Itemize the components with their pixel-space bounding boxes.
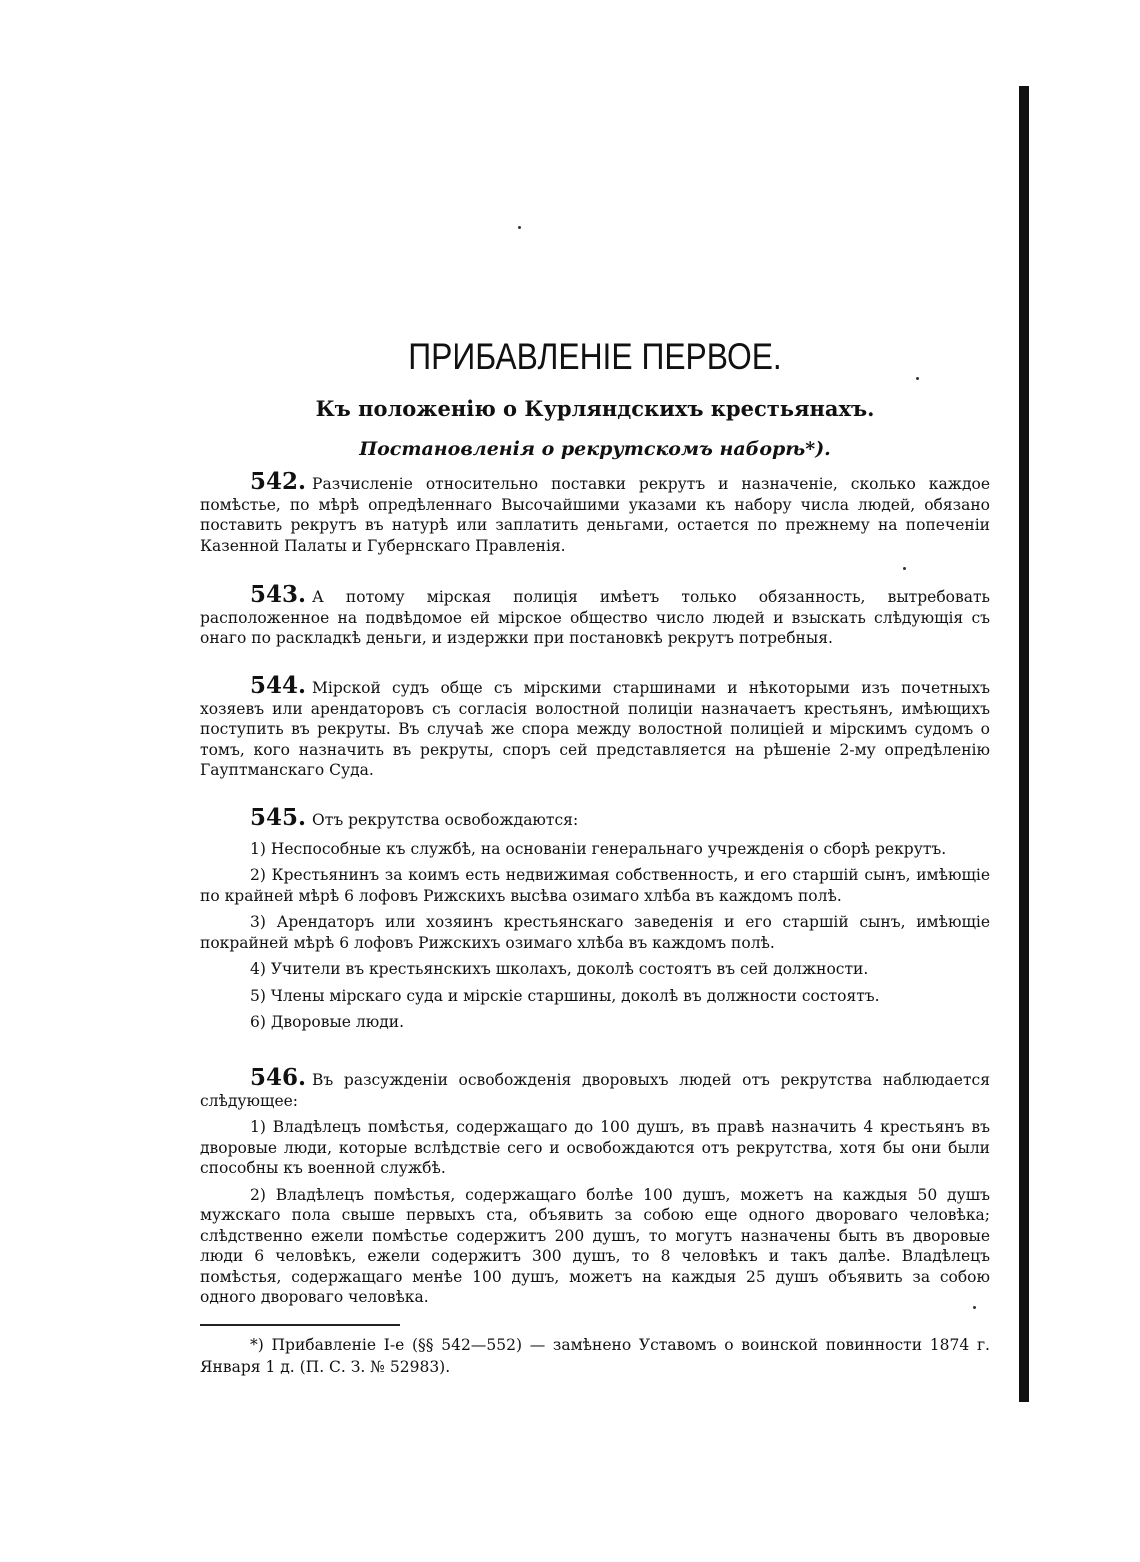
list-item: 5) Члены мірскаго суда и мірскіе старшины, доколѣ въ должности состоятъ. — [250, 986, 880, 1005]
print-speck — [518, 226, 521, 229]
article-number: 545. — [250, 804, 307, 831]
page-subtitle: Къ положенію о Курляндскихъ крестьянахъ. — [315, 396, 875, 421]
article-text: Разчисленіе относительно поставки рекрутъ и назначеніе, сколько каждое помѣстье, по мѣрѣ опредѣленнаго Высочайшими указами къ набору числа людей, обязано поставить рекрутъ въ натурѣ или заплатить деньгами, остается по прежнему на попеченіи Казенной Палаты и Губернскаго Правленія. — [200, 475, 990, 555]
article-543 — [200, 581, 990, 649]
footnote: *) Прибавленіе I-е (§§ 542—552) — замѣнено Уставомъ о воинской повинности 1874 г. Января 1 д. (П. С. З. № 52983). — [200, 1336, 990, 1376]
article-542 — [200, 468, 990, 556]
page-edge-shadow — [1019, 86, 1029, 1402]
article-text: А потому мірская полиція имѣетъ только обязанность, вытребовать расположенное на подвѣдомое ей мірское общество число людей и взыскать слѣдующія съ онаго по раскладкѣ деньги, и издержки при постановкѣ рекрутъ потребныя. — [200, 588, 990, 647]
list-item: 4) Учители въ крестьянскихъ школахъ, доколѣ состоятъ въ сей должности. — [250, 960, 869, 978]
list-item: 1) Неспособные къ службѣ, на основаніи генеральнаго учрежденія о сборѣ рекрутъ. — [250, 839, 947, 858]
article-text: Въ разсужденіи освобожденія дворовыхъ людей отъ рекрутства наблюдается слѣдующее: — [200, 1071, 990, 1110]
list-item: 2) Крестьянинъ за коимъ есть недвижимая собственность, и его старшій сынъ, имѣющіе по крайней мѣрѣ 6 лофовъ Рижскихъ высѣва озимаго хлѣба въ каждомъ полѣ. — [200, 866, 990, 905]
section-heading: Постановленія о рекрутскомъ наборѣ*). — [359, 438, 831, 460]
list-item: 6) Дворовые люди. — [250, 1013, 405, 1031]
list-item: 3) Арендаторъ или хозяинъ крестьянскаго заведенія и его старшій сынъ, имѣющіе покрайней мѣрѣ 6 лофовъ Рижскихъ озимаго хлѣба въ каждомъ полѣ. — [200, 913, 990, 952]
list-item: 1) Владѣлецъ помѣстья, содержащаго до 100 душъ, въ правѣ назначить 4 крестьянъ въ дворовые люди, которые вслѣдствіе сего и освобождаются отъ рекрутства, хотя бы они были способны къ военной службѣ. — [200, 1118, 990, 1177]
print-speck — [903, 567, 906, 570]
page-title: ПРИБАВЛЕНІЕ ПЕРВОЕ. — [408, 336, 782, 377]
article-545 — [200, 804, 990, 1039]
article-number: 543. — [250, 581, 307, 608]
article-number: 544. — [250, 672, 307, 699]
article-546 — [200, 1064, 990, 1314]
article-544 — [200, 672, 990, 781]
article-text: Отъ рекрутства освобождаются: — [312, 811, 579, 829]
article-number: 542. — [250, 468, 307, 495]
list-item: 2) Владѣлецъ помѣстья, содержащаго болѣе 100 душъ, можетъ на каждыя 50 душъ мужскаго пола свыше первыхъ ста, объявить за собою еще одного двороваго человѣка; слѣдственно ежели помѣстье содержитъ 200 душъ, то могутъ назначены быть въ дворовые люди 6 человѣкъ, ежели содержитъ 300 душъ, то 8 человѣкъ и такъ далѣе. Владѣлецъ помѣстья, содержащаго менѣе 100 душъ, можетъ на каждыя 25 душъ объявить за собою одного двороваго человѣка. — [200, 1185, 990, 1306]
footnote-divider — [200, 1324, 400, 1326]
article-number: 546. — [250, 1064, 307, 1091]
article-text: Мірской судъ обще съ мірскими старшинами и нѣкоторыми изъ почетныхъ хозяевъ или арендаторовъ съ согласія волостной полиціи назначаетъ крестьянъ, имѣющихъ поступить въ рекруты. Въ случаѣ же спора между волостной полиціей и мірскимъ судомъ о томъ, кого назначить въ рекруты, споръ сей представляется на рѣшеніе 2-му опредѣленію Гауптманскаго Суда. — [200, 679, 990, 779]
